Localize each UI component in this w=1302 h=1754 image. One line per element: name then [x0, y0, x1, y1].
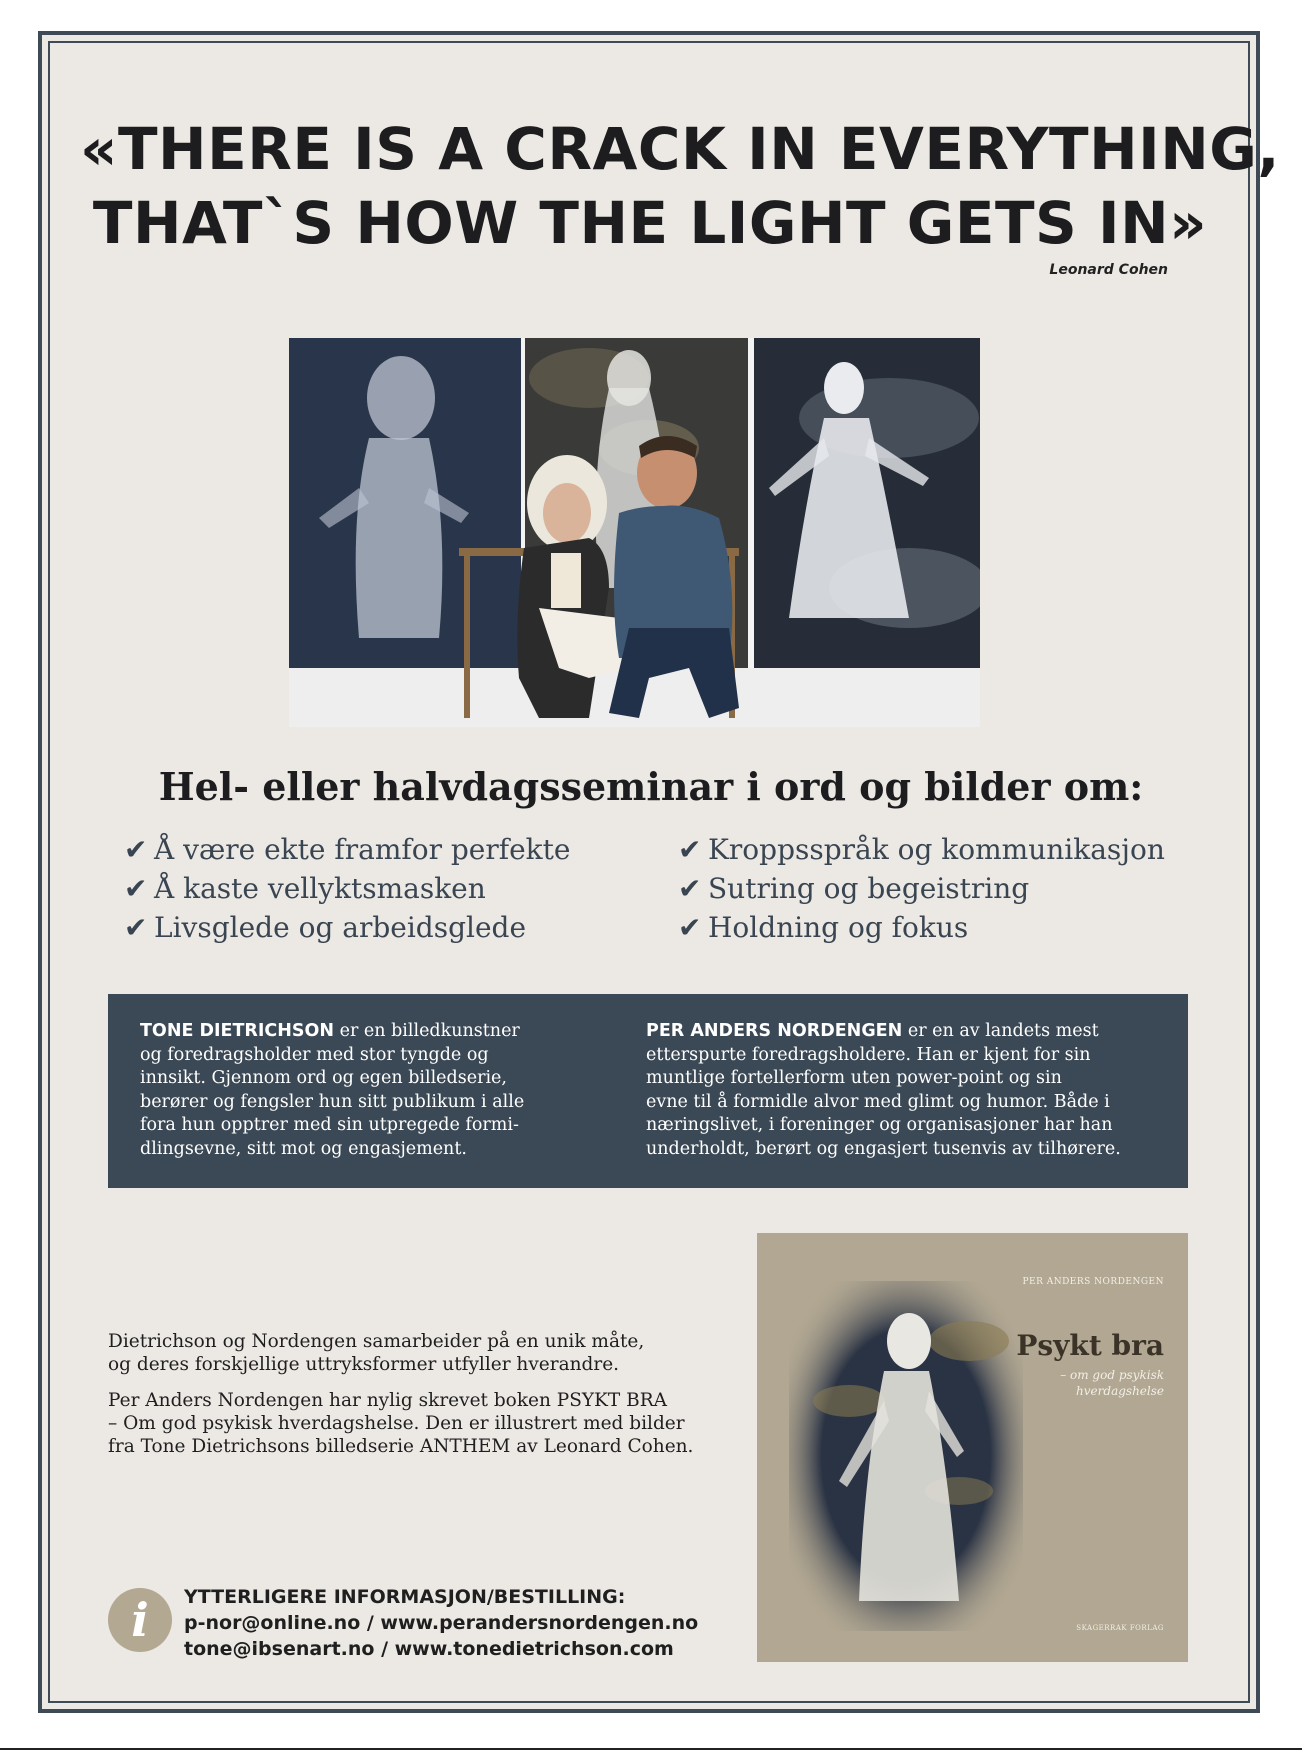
- list-item: ✔ Å kaste vellyktsmasken: [124, 869, 570, 908]
- topics-list-right: [678, 830, 1165, 947]
- book-subtitle: – om god psykisk hverdagshelse: [1060, 1368, 1164, 1398]
- seminar-heading: Hel- eller halvdagsseminar i ord og bilder om:: [158, 764, 1144, 809]
- artists-photo: [289, 338, 980, 727]
- topics-list-left: [124, 830, 570, 947]
- bio-tone-name: TONE DIETRICHSON: [140, 1021, 335, 1041]
- artists-photo-image: [289, 338, 980, 727]
- check-icon: ✔: [678, 872, 702, 905]
- list-item: ✔ Holdning og fokus: [678, 908, 1165, 947]
- book-title: Psykt bra: [1016, 1329, 1164, 1362]
- list-item: ✔ Kroppsspråk og kommunikasjon: [678, 830, 1165, 869]
- page-bottom-line: [0, 1748, 1302, 1750]
- book-cover: [757, 1233, 1188, 1662]
- book-publisher: SKAGERRAK FORLAG: [1076, 1624, 1164, 1632]
- book-paragraph: Per Anders Nordengen har nylig skrevet boken PSYKT BRA – Om god psykisk hverdagshelse. Den er illustrert med bilder fra Tone Dietrichsons billedserie ANTHEM av Leonard Cohen.: [108, 1390, 694, 1457]
- check-icon: ✔: [678, 911, 702, 944]
- check-icon: ✔: [678, 833, 702, 866]
- quote: [80, 112, 1280, 260]
- bio-per: PER ANDERS NORDENGEN er en av landets mest etterspurte foredragsholdere. Han er kjent for sin muntlige fortellerform uten power-point og sin evne til å formidle alvor med glimt og humor. Både i næringslivet, i foreninger og organisasjoner har han underholdt, berørt og engasjert tusenvis av tilhørere.: [646, 1021, 1121, 1159]
- info-icon: i: [108, 1588, 172, 1652]
- bio-box: [108, 994, 1188, 1188]
- contact-title: YTTERLIGERE INFORMASJON/BESTILLING:: [184, 1586, 626, 1608]
- list-item: ✔ Sutring og begeistring: [678, 869, 1165, 908]
- check-icon: ✔: [124, 833, 148, 866]
- contact-info: [184, 1584, 698, 1662]
- contact-line-per[interactable]: p-nor@online.no / www.perandersnordengen.no: [184, 1612, 699, 1634]
- contact-line-tone[interactable]: tone@ibsenart.no / www.tonedietrichson.com: [184, 1638, 674, 1660]
- bio-per-name: PER ANDERS NORDENGEN: [646, 1021, 903, 1041]
- quote-author: Leonard Cohen: [1049, 262, 1168, 278]
- book-author: PER ANDERS NORDENGEN: [1022, 1277, 1164, 1287]
- quote-line-2: THAT`S HOW THE LIGHT GETS IN»: [92, 189, 1208, 257]
- collaboration-paragraph: Dietrichson og Nordengen samarbeider på en unik måte, og deres forskjellige uttryksformer utfyller hverandre.: [108, 1331, 645, 1375]
- bio-tone: TONE DIETRICHSON er en billedkunstner og foredragsholder med stor tyngde og innsikt. Gjennom ord og egen billedserie, berører og fengsler hun sitt publikum i alle fora hun opptrer med sin utpregede formi- dlingsevne, sitt mot og engasjement.: [140, 1021, 525, 1159]
- list-item: ✔ Å være ekte framfor perfekte: [124, 830, 570, 869]
- book-cover-art: [789, 1281, 1023, 1631]
- check-icon: ✔: [124, 872, 148, 905]
- quote-line-1: «THERE IS A CRACK IN EVERYTHING,: [80, 115, 1280, 183]
- check-icon: ✔: [124, 911, 148, 944]
- list-item: ✔ Livsglede og arbeidsglede: [124, 908, 570, 947]
